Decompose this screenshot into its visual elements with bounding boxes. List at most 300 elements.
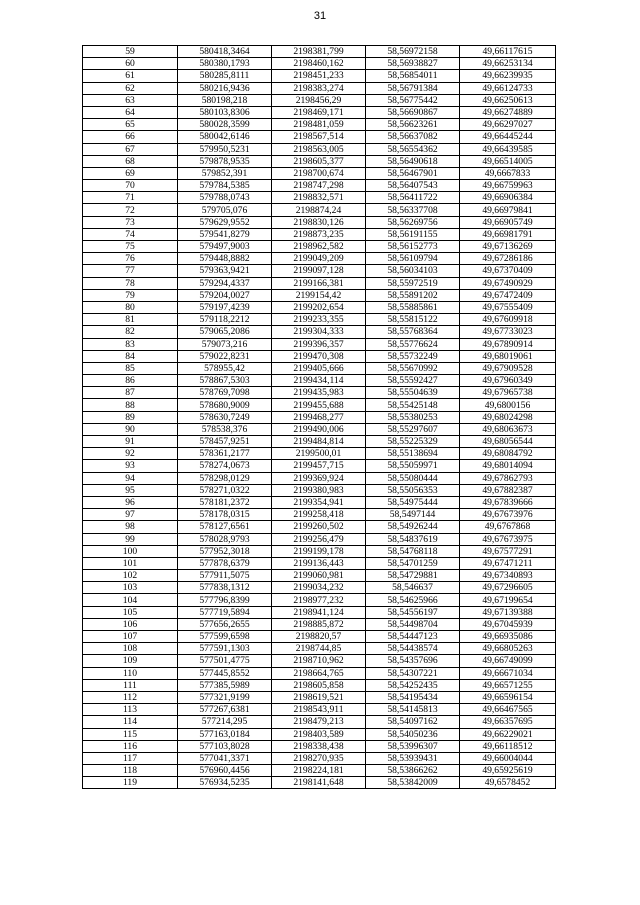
- longitude-cell: 49,66445244: [460, 131, 556, 143]
- point-number-cell: 64: [83, 106, 178, 118]
- point-number-cell: 65: [83, 119, 178, 131]
- latitude-cell: 58,54926244: [366, 521, 460, 533]
- point-number-cell: 73: [83, 216, 178, 228]
- point-number-cell: 99: [83, 533, 178, 545]
- latitude-cell: 58,56337708: [366, 204, 460, 216]
- x-coordinate-cell: 579788,0743: [178, 192, 272, 204]
- coordinates-table: [82, 45, 556, 789]
- point-number-cell: 80: [83, 301, 178, 313]
- latitude-cell: 58,55080444: [366, 472, 460, 484]
- longitude-cell: 49,66118512: [460, 740, 556, 752]
- table-row: [83, 557, 556, 569]
- latitude-cell: 58,55592427: [366, 375, 460, 387]
- longitude-cell: 49,67882387: [460, 484, 556, 496]
- latitude-cell: 58,56623261: [366, 119, 460, 131]
- y-coordinate-cell: 2199470,308: [272, 350, 366, 362]
- table-row: [83, 338, 556, 350]
- table-row: [83, 716, 556, 728]
- latitude-cell: 58,55056353: [366, 484, 460, 496]
- point-number-cell: 93: [83, 460, 178, 472]
- y-coordinate-cell: 2198962,582: [272, 241, 366, 253]
- y-coordinate-cell: 2198383,274: [272, 82, 366, 94]
- table-row: [83, 180, 556, 192]
- y-coordinate-cell: 2198941,124: [272, 606, 366, 618]
- x-coordinate-cell: 578769,7098: [178, 387, 272, 399]
- latitude-cell: 58,53996307: [366, 740, 460, 752]
- latitude-cell: 58,54837619: [366, 533, 460, 545]
- latitude-cell: 58,55059971: [366, 460, 460, 472]
- point-number-cell: 81: [83, 314, 178, 326]
- longitude-cell: 49,68019061: [460, 350, 556, 362]
- longitude-cell: 49,67862793: [460, 472, 556, 484]
- table-row: [83, 106, 556, 118]
- x-coordinate-cell: 578298,0129: [178, 472, 272, 484]
- latitude-cell: 58,53842009: [366, 777, 460, 789]
- longitude-cell: 49,66905749: [460, 216, 556, 228]
- point-number-cell: 66: [83, 131, 178, 143]
- longitude-cell: 49,67577291: [460, 545, 556, 557]
- point-number-cell: 111: [83, 679, 178, 691]
- point-number-cell: 62: [83, 82, 178, 94]
- point-number-cell: 105: [83, 606, 178, 618]
- y-coordinate-cell: 2198664,765: [272, 667, 366, 679]
- point-number-cell: 60: [83, 58, 178, 70]
- longitude-cell: 49,66467565: [460, 704, 556, 716]
- table-row: [83, 46, 556, 58]
- table-row: [83, 228, 556, 240]
- y-coordinate-cell: 2198710,962: [272, 655, 366, 667]
- latitude-cell: 58,55885861: [366, 301, 460, 313]
- point-number-cell: 63: [83, 94, 178, 106]
- longitude-cell: 49,66004044: [460, 752, 556, 764]
- x-coordinate-cell: 580198,218: [178, 94, 272, 106]
- point-number-cell: 104: [83, 594, 178, 606]
- latitude-cell: 58,55138694: [366, 448, 460, 460]
- latitude-cell: 58,54768118: [366, 545, 460, 557]
- y-coordinate-cell: 2198873,235: [272, 228, 366, 240]
- longitude-cell: 49,67136269: [460, 241, 556, 253]
- table-row: [83, 216, 556, 228]
- point-number-cell: 100: [83, 545, 178, 557]
- x-coordinate-cell: 577656,2655: [178, 618, 272, 630]
- point-number-cell: 88: [83, 399, 178, 411]
- latitude-cell: 58,54729881: [366, 570, 460, 582]
- longitude-cell: 49,66906384: [460, 192, 556, 204]
- latitude-cell: 58,56490618: [366, 155, 460, 167]
- x-coordinate-cell: 577501,4775: [178, 655, 272, 667]
- latitude-cell: 58,56690867: [366, 106, 460, 118]
- point-number-cell: 94: [83, 472, 178, 484]
- table-row: [83, 484, 556, 496]
- longitude-cell: 49,67139388: [460, 606, 556, 618]
- latitude-cell: 58,54195434: [366, 691, 460, 703]
- y-coordinate-cell: 2198403,589: [272, 728, 366, 740]
- longitude-cell: 49,67733023: [460, 326, 556, 338]
- latitude-cell: 58,54438574: [366, 643, 460, 655]
- x-coordinate-cell: 580028,3599: [178, 119, 272, 131]
- point-number-cell: 89: [83, 411, 178, 423]
- latitude-cell: 58,56152773: [366, 241, 460, 253]
- table-row: [83, 94, 556, 106]
- latitude-cell: 58,56938827: [366, 58, 460, 70]
- point-number-cell: 96: [83, 496, 178, 508]
- latitude-cell: 58,54625966: [366, 594, 460, 606]
- longitude-cell: 49,67045939: [460, 618, 556, 630]
- x-coordinate-cell: 577163,0184: [178, 728, 272, 740]
- y-coordinate-cell: 2198885,872: [272, 618, 366, 630]
- x-coordinate-cell: 577041,3371: [178, 752, 272, 764]
- table-row: [83, 655, 556, 667]
- point-number-cell: 87: [83, 387, 178, 399]
- x-coordinate-cell: 577445,8552: [178, 667, 272, 679]
- table-row: [83, 679, 556, 691]
- longitude-cell: 49,66250613: [460, 94, 556, 106]
- y-coordinate-cell: 2199380,983: [272, 484, 366, 496]
- point-number-cell: 102: [83, 570, 178, 582]
- latitude-cell: 58,5497144: [366, 509, 460, 521]
- point-number-cell: 107: [83, 631, 178, 643]
- point-number-cell: 84: [83, 350, 178, 362]
- longitude-cell: 49,66274889: [460, 106, 556, 118]
- table-row: [83, 204, 556, 216]
- table-row: [83, 606, 556, 618]
- longitude-cell: 49,66979841: [460, 204, 556, 216]
- x-coordinate-cell: 578178,0315: [178, 509, 272, 521]
- longitude-cell: 49,67555409: [460, 301, 556, 313]
- point-number-cell: 78: [83, 277, 178, 289]
- latitude-cell: 58,56034103: [366, 265, 460, 277]
- point-number-cell: 72: [83, 204, 178, 216]
- latitude-cell: 58,54145813: [366, 704, 460, 716]
- longitude-cell: 49,66514005: [460, 155, 556, 167]
- point-number-cell: 101: [83, 557, 178, 569]
- table-row: [83, 436, 556, 448]
- latitude-cell: 58,56791384: [366, 82, 460, 94]
- longitude-cell: 49,66759963: [460, 180, 556, 192]
- y-coordinate-cell: 2198700,674: [272, 167, 366, 179]
- table-row: [83, 594, 556, 606]
- longitude-cell: 49,67296605: [460, 582, 556, 594]
- x-coordinate-cell: 580380,1793: [178, 58, 272, 70]
- point-number-cell: 68: [83, 155, 178, 167]
- x-coordinate-cell: 577267,6381: [178, 704, 272, 716]
- table-row: [83, 765, 556, 777]
- y-coordinate-cell: 2198381,799: [272, 46, 366, 58]
- longitude-cell: 49,67673976: [460, 509, 556, 521]
- latitude-cell: 58,54252435: [366, 679, 460, 691]
- longitude-cell: 49,67370409: [460, 265, 556, 277]
- longitude-cell: 49,66124733: [460, 82, 556, 94]
- y-coordinate-cell: 2198977,232: [272, 594, 366, 606]
- y-coordinate-cell: 2199369,924: [272, 472, 366, 484]
- table-row: [83, 375, 556, 387]
- x-coordinate-cell: 577796,8399: [178, 594, 272, 606]
- point-number-cell: 77: [83, 265, 178, 277]
- table-row: [83, 277, 556, 289]
- table-row: [83, 411, 556, 423]
- y-coordinate-cell: 2198744,85: [272, 643, 366, 655]
- x-coordinate-cell: 579294,4337: [178, 277, 272, 289]
- table-row: [83, 253, 556, 265]
- longitude-cell: 49,68063673: [460, 423, 556, 435]
- table-row: [83, 460, 556, 472]
- table-row: [83, 143, 556, 155]
- y-coordinate-cell: 2199258,418: [272, 509, 366, 521]
- longitude-cell: 49,67490929: [460, 277, 556, 289]
- y-coordinate-cell: 2198567,514: [272, 131, 366, 143]
- y-coordinate-cell: 2198481,059: [272, 119, 366, 131]
- x-coordinate-cell: 576960,4456: [178, 765, 272, 777]
- y-coordinate-cell: 2198270,935: [272, 752, 366, 764]
- longitude-cell: 49,66239935: [460, 70, 556, 82]
- x-coordinate-cell: 578630,7249: [178, 411, 272, 423]
- x-coordinate-cell: 580103,8306: [178, 106, 272, 118]
- point-number-cell: 61: [83, 70, 178, 82]
- point-number-cell: 75: [83, 241, 178, 253]
- longitude-cell: 49,67471211: [460, 557, 556, 569]
- table-row: [83, 301, 556, 313]
- latitude-cell: 58,54975444: [366, 496, 460, 508]
- point-number-cell: 67: [83, 143, 178, 155]
- latitude-cell: 58,56854011: [366, 70, 460, 82]
- point-number-cell: 82: [83, 326, 178, 338]
- y-coordinate-cell: 2199060,981: [272, 570, 366, 582]
- longitude-cell: 49,66297027: [460, 119, 556, 131]
- point-number-cell: 59: [83, 46, 178, 58]
- y-coordinate-cell: 2198543,911: [272, 704, 366, 716]
- latitude-cell: 58,56407543: [366, 180, 460, 192]
- y-coordinate-cell: 2198874,24: [272, 204, 366, 216]
- x-coordinate-cell: 577321,9199: [178, 691, 272, 703]
- latitude-cell: 58,55815122: [366, 314, 460, 326]
- latitude-cell: 58,55768364: [366, 326, 460, 338]
- latitude-cell: 58,54307221: [366, 667, 460, 679]
- y-coordinate-cell: 2199354,941: [272, 496, 366, 508]
- point-number-cell: 70: [83, 180, 178, 192]
- latitude-cell: 58,53939431: [366, 752, 460, 764]
- latitude-cell: 58,55732249: [366, 350, 460, 362]
- x-coordinate-cell: 577878,6379: [178, 557, 272, 569]
- point-number-cell: 119: [83, 777, 178, 789]
- table-row: [83, 167, 556, 179]
- point-number-cell: 106: [83, 618, 178, 630]
- longitude-cell: 49,66596154: [460, 691, 556, 703]
- x-coordinate-cell: 579022,8231: [178, 350, 272, 362]
- longitude-cell: 49,66749099: [460, 655, 556, 667]
- latitude-cell: 58,56637082: [366, 131, 460, 143]
- point-number-cell: 86: [83, 375, 178, 387]
- table-row: [83, 691, 556, 703]
- point-number-cell: 97: [83, 509, 178, 521]
- point-number-cell: 103: [83, 582, 178, 594]
- longitude-cell: 49,6767868: [460, 521, 556, 533]
- y-coordinate-cell: 2199405,666: [272, 362, 366, 374]
- y-coordinate-cell: 2198469,171: [272, 106, 366, 118]
- x-coordinate-cell: 577599,6598: [178, 631, 272, 643]
- x-coordinate-cell: 579448,8882: [178, 253, 272, 265]
- longitude-cell: 49,66981791: [460, 228, 556, 240]
- longitude-cell: 49,66117615: [460, 46, 556, 58]
- table-row: [83, 82, 556, 94]
- x-coordinate-cell: 576934,5235: [178, 777, 272, 789]
- point-number-cell: 114: [83, 716, 178, 728]
- y-coordinate-cell: 2198456,29: [272, 94, 366, 106]
- latitude-cell: 58,56411722: [366, 192, 460, 204]
- longitude-cell: 49,67673975: [460, 533, 556, 545]
- y-coordinate-cell: 2199199,178: [272, 545, 366, 557]
- y-coordinate-cell: 2198605,858: [272, 679, 366, 691]
- point-number-cell: 116: [83, 740, 178, 752]
- longitude-cell: 49,67286186: [460, 253, 556, 265]
- latitude-cell: 58,56467901: [366, 167, 460, 179]
- table-row: [83, 545, 556, 557]
- latitude-cell: 58,55380253: [366, 411, 460, 423]
- longitude-cell: 49,6578452: [460, 777, 556, 789]
- y-coordinate-cell: 2198451,233: [272, 70, 366, 82]
- longitude-cell: 49,66439585: [460, 143, 556, 155]
- y-coordinate-cell: 2199500,01: [272, 448, 366, 460]
- x-coordinate-cell: 579878,9535: [178, 155, 272, 167]
- point-number-cell: 110: [83, 667, 178, 679]
- table-row: [83, 314, 556, 326]
- latitude-cell: 58,54357696: [366, 655, 460, 667]
- latitude-cell: 58,54498704: [366, 618, 460, 630]
- x-coordinate-cell: 579705,076: [178, 204, 272, 216]
- x-coordinate-cell: 579950,5231: [178, 143, 272, 155]
- latitude-cell: 58,55504639: [366, 387, 460, 399]
- point-number-cell: 98: [83, 521, 178, 533]
- x-coordinate-cell: 578274,0673: [178, 460, 272, 472]
- page-number: 31: [313, 10, 327, 22]
- y-coordinate-cell: 2199049,209: [272, 253, 366, 265]
- latitude-cell: 58,53866262: [366, 765, 460, 777]
- point-number-cell: 71: [83, 192, 178, 204]
- x-coordinate-cell: 578867,5303: [178, 375, 272, 387]
- y-coordinate-cell: 2199260,502: [272, 521, 366, 533]
- x-coordinate-cell: 580418,3464: [178, 46, 272, 58]
- latitude-cell: 58,55891202: [366, 289, 460, 301]
- y-coordinate-cell: 2199484,814: [272, 436, 366, 448]
- point-number-cell: 92: [83, 448, 178, 460]
- longitude-cell: 49,68024298: [460, 411, 556, 423]
- x-coordinate-cell: 578361,2177: [178, 448, 272, 460]
- point-number-cell: 85: [83, 362, 178, 374]
- table-row: [83, 667, 556, 679]
- latitude-cell: 58,55225329: [366, 436, 460, 448]
- x-coordinate-cell: 578457,9251: [178, 436, 272, 448]
- longitude-cell: 49,67472409: [460, 289, 556, 301]
- longitude-cell: 49,67199654: [460, 594, 556, 606]
- table-row: [83, 472, 556, 484]
- y-coordinate-cell: 2199490,006: [272, 423, 366, 435]
- table-row: [83, 387, 556, 399]
- longitude-cell: 49,67965738: [460, 387, 556, 399]
- y-coordinate-cell: 2199166,381: [272, 277, 366, 289]
- longitude-cell: 49,66229021: [460, 728, 556, 740]
- table-row: [83, 58, 556, 70]
- table-row: [83, 423, 556, 435]
- point-number-cell: 76: [83, 253, 178, 265]
- table-row: [83, 704, 556, 716]
- longitude-cell: 49,68084792: [460, 448, 556, 460]
- table-row: [83, 521, 556, 533]
- point-number-cell: 74: [83, 228, 178, 240]
- latitude-cell: 58,56269756: [366, 216, 460, 228]
- table-row: [83, 192, 556, 204]
- point-number-cell: 115: [83, 728, 178, 740]
- x-coordinate-cell: 579204,0027: [178, 289, 272, 301]
- longitude-cell: 49,66571255: [460, 679, 556, 691]
- table-row: [83, 241, 556, 253]
- table-row: [83, 448, 556, 460]
- y-coordinate-cell: 2199154,42: [272, 289, 366, 301]
- y-coordinate-cell: 2199256,479: [272, 533, 366, 545]
- x-coordinate-cell: 577911,5075: [178, 570, 272, 582]
- table-row: [83, 131, 556, 143]
- y-coordinate-cell: 2198832,571: [272, 192, 366, 204]
- latitude-cell: 58,55972519: [366, 277, 460, 289]
- point-number-cell: 83: [83, 338, 178, 350]
- x-coordinate-cell: 578955,42: [178, 362, 272, 374]
- x-coordinate-cell: 579497,9003: [178, 241, 272, 253]
- point-number-cell: 118: [83, 765, 178, 777]
- table-row: [83, 289, 556, 301]
- table-row: [83, 362, 556, 374]
- y-coordinate-cell: 2199434,114: [272, 375, 366, 387]
- latitude-cell: 58,546637: [366, 582, 460, 594]
- y-coordinate-cell: 2199304,333: [272, 326, 366, 338]
- y-coordinate-cell: 2199233,355: [272, 314, 366, 326]
- latitude-cell: 58,56775442: [366, 94, 460, 106]
- latitude-cell: 58,56109794: [366, 253, 460, 265]
- longitude-cell: 49,66253134: [460, 58, 556, 70]
- longitude-cell: 49,65925619: [460, 765, 556, 777]
- y-coordinate-cell: 2199202,654: [272, 301, 366, 313]
- x-coordinate-cell: 577591,1303: [178, 643, 272, 655]
- point-number-cell: 95: [83, 484, 178, 496]
- longitude-cell: 49,66357695: [460, 716, 556, 728]
- table-row: [83, 326, 556, 338]
- longitude-cell: 49,68014094: [460, 460, 556, 472]
- table-row: [83, 265, 556, 277]
- x-coordinate-cell: 579784,5385: [178, 180, 272, 192]
- y-coordinate-cell: 2198605,377: [272, 155, 366, 167]
- latitude-cell: 58,55297607: [366, 423, 460, 435]
- point-number-cell: 91: [83, 436, 178, 448]
- x-coordinate-cell: 579363,9421: [178, 265, 272, 277]
- table-row: [83, 533, 556, 545]
- y-coordinate-cell: 2199396,357: [272, 338, 366, 350]
- point-number-cell: 69: [83, 167, 178, 179]
- y-coordinate-cell: 2199435,983: [272, 387, 366, 399]
- y-coordinate-cell: 2199468,277: [272, 411, 366, 423]
- latitude-cell: 58,54447123: [366, 631, 460, 643]
- y-coordinate-cell: 2199455,688: [272, 399, 366, 411]
- x-coordinate-cell: 579852,391: [178, 167, 272, 179]
- longitude-cell: 49,67839666: [460, 496, 556, 508]
- longitude-cell: 49,68056544: [460, 436, 556, 448]
- x-coordinate-cell: 577952,3018: [178, 545, 272, 557]
- table-row: [83, 399, 556, 411]
- table-row: [83, 631, 556, 643]
- point-number-cell: 117: [83, 752, 178, 764]
- latitude-cell: 58,55670992: [366, 362, 460, 374]
- table-row: [83, 155, 556, 167]
- y-coordinate-cell: 2198820,57: [272, 631, 366, 643]
- x-coordinate-cell: 578680,9009: [178, 399, 272, 411]
- x-coordinate-cell: 578127,6561: [178, 521, 272, 533]
- point-number-cell: 90: [83, 423, 178, 435]
